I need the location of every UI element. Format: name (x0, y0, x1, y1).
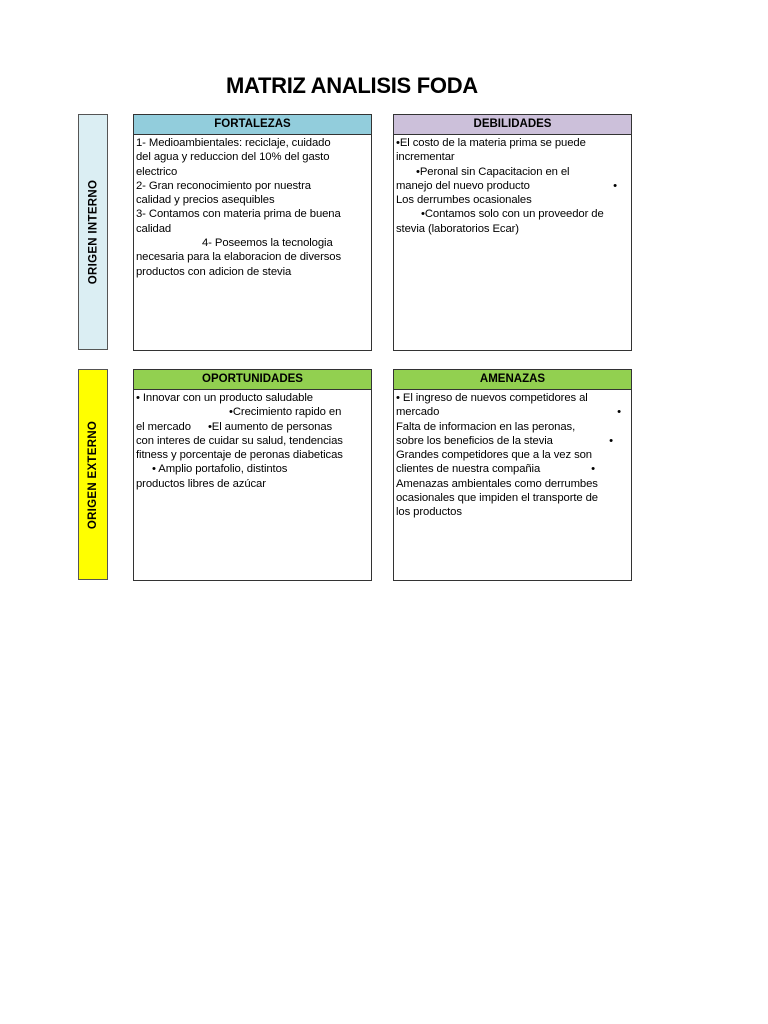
debilidades-line: stevia (laboratorios Ecar) (396, 222, 519, 235)
debilidades-body (394, 135, 631, 237)
fortalezas-header: FORTALEZAS (134, 115, 371, 135)
amenazas-line: ocasionales que impiden el transporte de (396, 492, 598, 505)
fortalezas-line: 3- Contamos con materia prima de buena (136, 208, 341, 221)
origen-interno-label-cell (78, 114, 108, 350)
oportunidades-line: •El aumento de personas (207, 420, 333, 433)
oportunidades-line: • Innovar con un producto saludable (136, 392, 313, 404)
fortalezas-line: calidad y precios asequibles (136, 194, 275, 207)
oportunidades-line-row (136, 420, 369, 434)
debilidades-line: •Contamos solo con un proveedor de (421, 208, 604, 221)
bullet: • (609, 434, 613, 447)
amenazas-line-row (396, 462, 629, 476)
fortalezas-line: electrico (136, 165, 178, 178)
amenazas-line: clientes de nuestra compañia (396, 463, 541, 476)
amenazas-line: mercado (396, 406, 440, 419)
fortalezas-line: calidad (136, 222, 172, 235)
amenazas-line-row (396, 434, 629, 448)
fortalezas-line: necesaria para la elaboracion de diversos (136, 251, 342, 264)
fortalezas-body (134, 135, 371, 280)
debilidades-line: incrementar (396, 151, 455, 164)
oportunidades-line: fitness y porcentaje de peronas diabeticas (136, 449, 343, 462)
page-title: MATRIZ ANALISIS FODA (226, 73, 478, 98)
origen-externo-label-cell (78, 369, 108, 580)
fortalezas-line: 2- Gran reconocimiento por nuestra (136, 179, 311, 192)
debilidades-line-row (396, 179, 629, 193)
debilidades-line: manejo del nuevo producto (396, 179, 530, 192)
fortalezas-line: 1- Medioambientales: reciclaje, cuidado (136, 137, 331, 149)
amenazas-line: los productos (396, 506, 462, 519)
oportunidades-header: OPORTUNIDADES (134, 370, 371, 390)
fortalezas-line: del agua y reduccion del 10% del gasto (136, 151, 330, 164)
fortalezas-box (133, 114, 372, 351)
oportunidades-line: el mercado (136, 420, 191, 433)
debilidades-line: Los derrumbes ocasionales (396, 194, 532, 207)
bullet: • (613, 179, 617, 192)
fortalezas-line: 4- Poseemos la tecnologia (202, 237, 333, 250)
amenazas-line-row (396, 405, 629, 419)
amenazas-line: • El ingreso de nuevos competidores al (396, 392, 588, 404)
oportunidades-line: • Amplio portafolio, distintos (152, 463, 288, 476)
bullet: • (617, 406, 621, 419)
amenazas-line: sobre los beneficios de la stevia (396, 434, 553, 447)
origen-externo-label: ORIGEN EXTERNO (87, 420, 100, 529)
amenazas-box (393, 369, 632, 581)
origen-interno-label: ORIGEN INTERNO (87, 179, 100, 285)
oportunidades-line: •Crecimiento rapido en (229, 406, 342, 419)
amenazas-header: AMENAZAS (394, 370, 631, 390)
debilidades-line: •Peronal sin Capacitacion en el (416, 165, 570, 178)
debilidades-box (393, 114, 632, 351)
amenazas-body (394, 390, 631, 521)
amenazas-line: Grandes competidores que a la vez son (396, 449, 592, 462)
fortalezas-line: productos con adicion de stevia (136, 265, 292, 278)
amenazas-line: Falta de informacion en las peronas, (396, 420, 576, 433)
oportunidades-line: productos libres de azúcar (136, 477, 266, 490)
oportunidades-line: con interes de cuidar su salud, tendencias (136, 434, 343, 447)
bullet: • (591, 463, 595, 476)
oportunidades-box (133, 369, 372, 581)
oportunidades-body (134, 390, 371, 492)
amenazas-line: Amenazas ambientales como derrumbes (396, 477, 598, 490)
debilidades-line: •El costo de la materia prima se puede (396, 137, 586, 149)
debilidades-header: DEBILIDADES (394, 115, 631, 135)
